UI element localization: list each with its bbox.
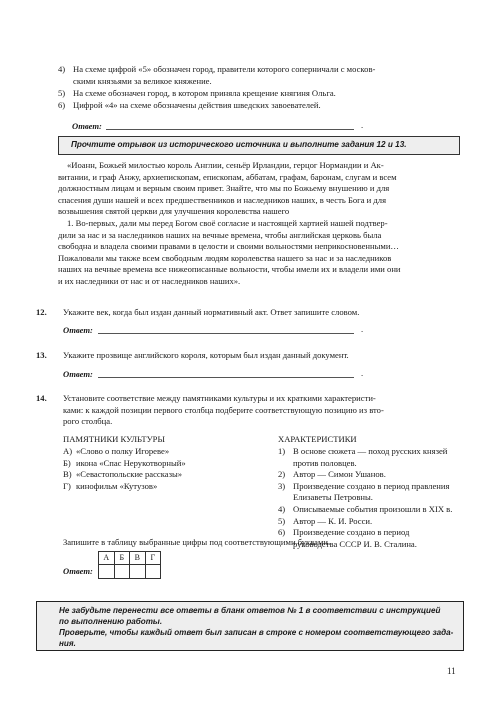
- characteristic-line: Елизаветы Петровны.: [293, 492, 373, 503]
- passage-line: витании, и граф Анжу, архиепископам, епископам, аббатам, графам, баронам, слугам и всем: [58, 171, 397, 182]
- monument-letter: Г): [63, 480, 71, 491]
- source-instruction-banner: [58, 136, 460, 155]
- characteristic-item: [278, 516, 468, 528]
- right-column-header: ХАРАКТЕРИСТИКИ: [278, 434, 357, 444]
- reminder-text: [59, 605, 455, 649]
- option-number: 4): [58, 64, 66, 74]
- table-letter-a: А: [99, 552, 115, 565]
- reminder-box: [36, 601, 464, 651]
- monument-letter: В): [63, 469, 72, 480]
- reminder-line: Не забудьте перенести все ответы в бланк ответов № 1 в соответствии с инструкцией: [59, 606, 441, 615]
- passage-line: дили за нас и за наследников наших на вечные времена, чтобы английская церковь была: [58, 229, 382, 240]
- characteristic-line: Описываемые события произошли в XIX в.: [293, 503, 453, 514]
- table-letter-g: Г: [145, 552, 161, 565]
- option-text: Цифрой «4» на схеме обозначены действия шведских завоевателей.: [73, 100, 321, 110]
- option-number: 5): [58, 88, 66, 98]
- table-cell-b[interactable]: [114, 565, 130, 579]
- reminder-line: Проверьте, чтобы каждый ответ был записан в строке с номером соответствующего зада-: [59, 628, 454, 637]
- passage-line: «Иоанн, Божьей милостью король Англии, сеньёр Ирландии, герцог Нормандии и Ак-: [67, 160, 384, 170]
- answer-dot-13: .: [361, 368, 364, 378]
- characteristic-line: В основе сюжета — поход русских князей: [293, 446, 448, 456]
- question-14-line: Установите соответствие между памятниками культуры и их краткими характеристи-: [63, 393, 376, 403]
- table-cell-g[interactable]: [145, 565, 161, 579]
- question-14-line: ками: к каждой позиции первого столбца подберите соответствующую позицию из вто-: [63, 404, 384, 415]
- characteristic-item: [278, 481, 468, 504]
- characteristic-line: Произведение создано в период: [293, 527, 410, 538]
- monument-letter: Б): [63, 457, 71, 468]
- question-13-text: Укажите прозвище английского короля, которым был издан данный документ.: [63, 350, 349, 360]
- option-text: На схеме цифрой «5» обозначен город, правители которого соперничали с москов-: [73, 64, 376, 74]
- passage-line: должностным лицам и верным своим привет. Знайте, что мы по Божьему внушению и для: [58, 183, 390, 194]
- question-13-number: 13.: [36, 350, 47, 360]
- characteristic-line: Автор — Симон Ушанов.: [293, 469, 386, 480]
- table-instruction: Запишите в таблицу выбранные цифры под соответствующими буквами.: [63, 537, 331, 547]
- monument-item: [63, 469, 273, 481]
- historical-source-passage: [58, 160, 458, 288]
- answer-field-12[interactable]: [98, 333, 354, 334]
- characteristic-line: руководства СССР И. В. Сталина.: [293, 538, 417, 549]
- passage-line: 1. Во-первых, дали мы перед Богом своё согласие и настоящей хартией нашей подтвер-: [67, 217, 388, 228]
- question-14-line: рого столбца.: [63, 416, 113, 427]
- characteristic-number: 1): [278, 446, 286, 456]
- monument-text: «Севастопольские рассказы»: [76, 469, 183, 480]
- table-cell-v[interactable]: [130, 565, 146, 579]
- answer-dot-11: .: [361, 120, 364, 130]
- answer-label-13: Ответ:: [63, 369, 93, 379]
- option-text: На схеме обозначен город, в котором приняла крещение княгиня Ольга.: [73, 88, 336, 98]
- question-12-text: Укажите век, когда был издан данный нормативный акт. Ответ запишите словом.: [63, 307, 360, 317]
- characteristic-line: против половцев.: [293, 457, 357, 468]
- characteristic-number: 3): [278, 480, 286, 491]
- monument-text: икона «Спас Нерукотворный»: [76, 457, 186, 468]
- characteristic-number: 2): [278, 469, 286, 480]
- page-number: 11: [447, 666, 456, 676]
- passage-line: спасения души нашей и всех предшественников и наследников наших, в честь Бога и для: [58, 194, 387, 205]
- characteristic-item: [278, 504, 468, 516]
- answer-dot-12: .: [361, 324, 364, 334]
- passage-line: наших на вечные времена все нижеописанные вольности, чтобы имели их и владели ими они: [58, 264, 401, 275]
- culture-monuments-list: [63, 446, 273, 492]
- monument-letter: А): [63, 446, 73, 456]
- reminder-line: по выполнению работы.: [59, 617, 163, 626]
- answer-field-11[interactable]: [106, 129, 354, 130]
- characteristic-line: Автор — К. И. Росси.: [293, 515, 373, 526]
- monument-text: кинофильм «Кутузов»: [76, 480, 158, 491]
- characteristic-number: 4): [278, 503, 286, 514]
- question-14-text: [63, 393, 458, 428]
- table-letter-v: В: [130, 552, 146, 565]
- source-instruction-text: Прочтите отрывок из исторического источника и выполните задания 12 и 13.: [71, 140, 407, 149]
- characteristic-number: 5): [278, 515, 286, 526]
- passage-line: Пожаловали мы также всем свободным людям королевства нашего за нас и за наследников: [58, 252, 392, 263]
- monument-item: [63, 446, 273, 458]
- monument-item: [63, 458, 273, 470]
- answer-table-14: [98, 551, 161, 579]
- characteristic-item: [278, 446, 468, 469]
- characteristic-line: Произведение создано в период правления: [293, 480, 450, 491]
- answer-label-11: Ответ:: [72, 121, 102, 131]
- answer-field-13[interactable]: [98, 377, 354, 378]
- table-cell-a[interactable]: [99, 565, 115, 579]
- option-number: 6): [58, 100, 66, 110]
- monument-item: [63, 481, 273, 493]
- question-14-number: 14.: [36, 393, 47, 403]
- passage-line: свободна и владела своими правами в целости и своими вольностями неприкосновенными…: [58, 241, 400, 252]
- monument-text: «Слово о полку Игореве»: [76, 446, 170, 456]
- passage-line: и их наследники от нас и от наследников наших».: [58, 275, 241, 286]
- passage-line: возвышения святой церкви для улучшения королевства нашего: [58, 206, 290, 217]
- characteristic-number: 6): [278, 527, 286, 538]
- question-12-number: 12.: [36, 307, 47, 317]
- answer-label-14: Ответ:: [63, 566, 93, 576]
- answer-label-12: Ответ:: [63, 325, 93, 335]
- left-column-header: ПАМЯТНИКИ КУЛЬТУРЫ: [63, 434, 165, 444]
- characteristic-item: [278, 469, 468, 481]
- reminder-line: ния.: [59, 639, 76, 648]
- characteristics-list: [278, 446, 468, 550]
- table-letter-b: Б: [114, 552, 130, 565]
- option-text: скими князьями за великое княжение.: [73, 76, 212, 86]
